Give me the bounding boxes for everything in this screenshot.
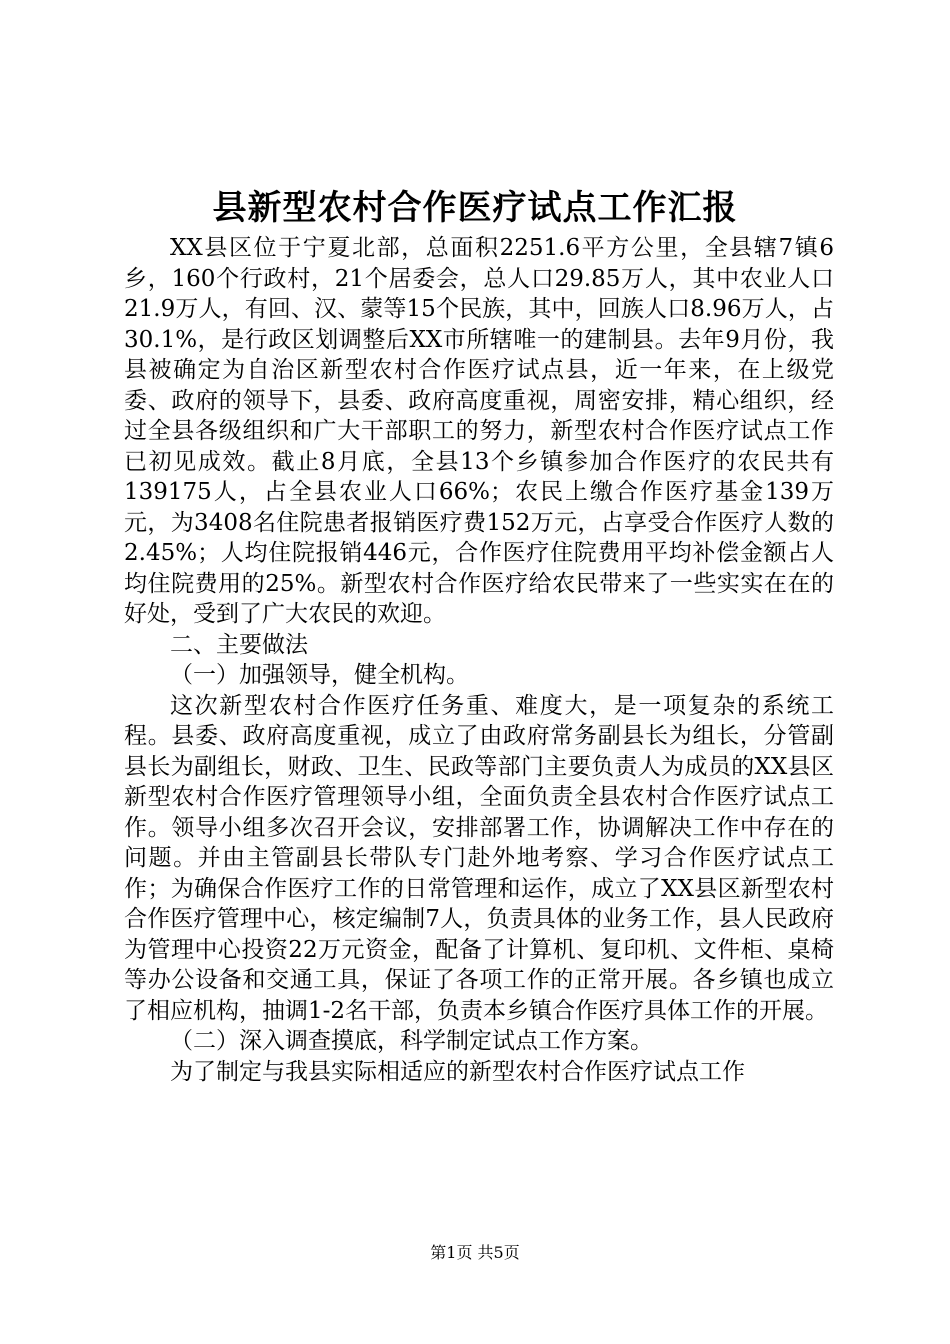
intro-paragraph: XX县区位于宁夏北部，总面积2251.6平方公里，全县辖7镇6乡，160个行政村，21个居委会，总人口29.85万人，其中农业人口21.9万人，有回、汉、蒙等15个民族，其中，回族人口8.96万人，占30.1%，是行政区划调整后XX市所辖唯一的建制县。去年9月份，我县被确定为自治区新型农村合作医疗试点县，近一年来，在上级党委、政府的领导下，县委、政府高度重视，周密安排，精心组织，经过全县各级组织和广大干部职工的努力，新型农村合作医疗试点工作已初见成效。截止8月底，全县13个乡镇参加合作医疗的农民共有139175人，占全县农业人口66%；农民上缴合作医疗基金139万元，为3408名住院患者报销医疗费152万元，占享受合作医疗人数的2.45%；人均住院报销446元，合作医疗住院费用平均补偿金额占人均住院费用的25%。新型农村合作医疗给农民带来了一些实实在在的好处，受到了广大农民的欢迎。 xyxy=(124,235,834,627)
document-body xyxy=(124,233,834,1087)
section-heading-main-practices: 二、主要做法 xyxy=(170,631,308,658)
leadership-paragraph: 这次新型农村合作医疗任务重、难度大，是一项复杂的系统工程。县委、政府高度重视，成立了由政府常务副县长为组长，分管副县长为副组长，财政、卫生、民政等部门主要负责人为成员的XX县区新型农村合作医疗管理领导小组，全面负责全县农村合作医疗试点工作。领导小组多次召开会议，安排部署工作，协调解决工作中存在的问题。并由主管副县长带队专门赴外地考察、学习合作医疗试点工作；为确保合作医疗工作的日常管理和运作，成立了XX县区新型农村合作医疗管理中心，核定编制7人，负责具体的业务工作，县人民政府为管理中心投资22万元资金，配备了计算机、复印机、文件柜、桌椅等办公设备和交通工具，保证了各项工作的正常开展。各乡镇也成立了相应机构，抽调1-2名干部，负责本乡镇合作医疗具体工作的开展。 xyxy=(124,692,834,1024)
subsection-heading-2: （二）深入调查摸底，科学制定试点工作方案。 xyxy=(170,1028,653,1054)
document-title: 县新型农村合作医疗试点工作汇报 xyxy=(212,188,738,228)
subsection-heading-1: （一）加强领导，健全机构。 xyxy=(170,662,469,688)
page-footer: 第1页 共5页 xyxy=(430,1243,520,1262)
survey-paragraph: 为了制定与我县实际相适应的新型农村合作医疗试点工作 xyxy=(170,1058,745,1085)
